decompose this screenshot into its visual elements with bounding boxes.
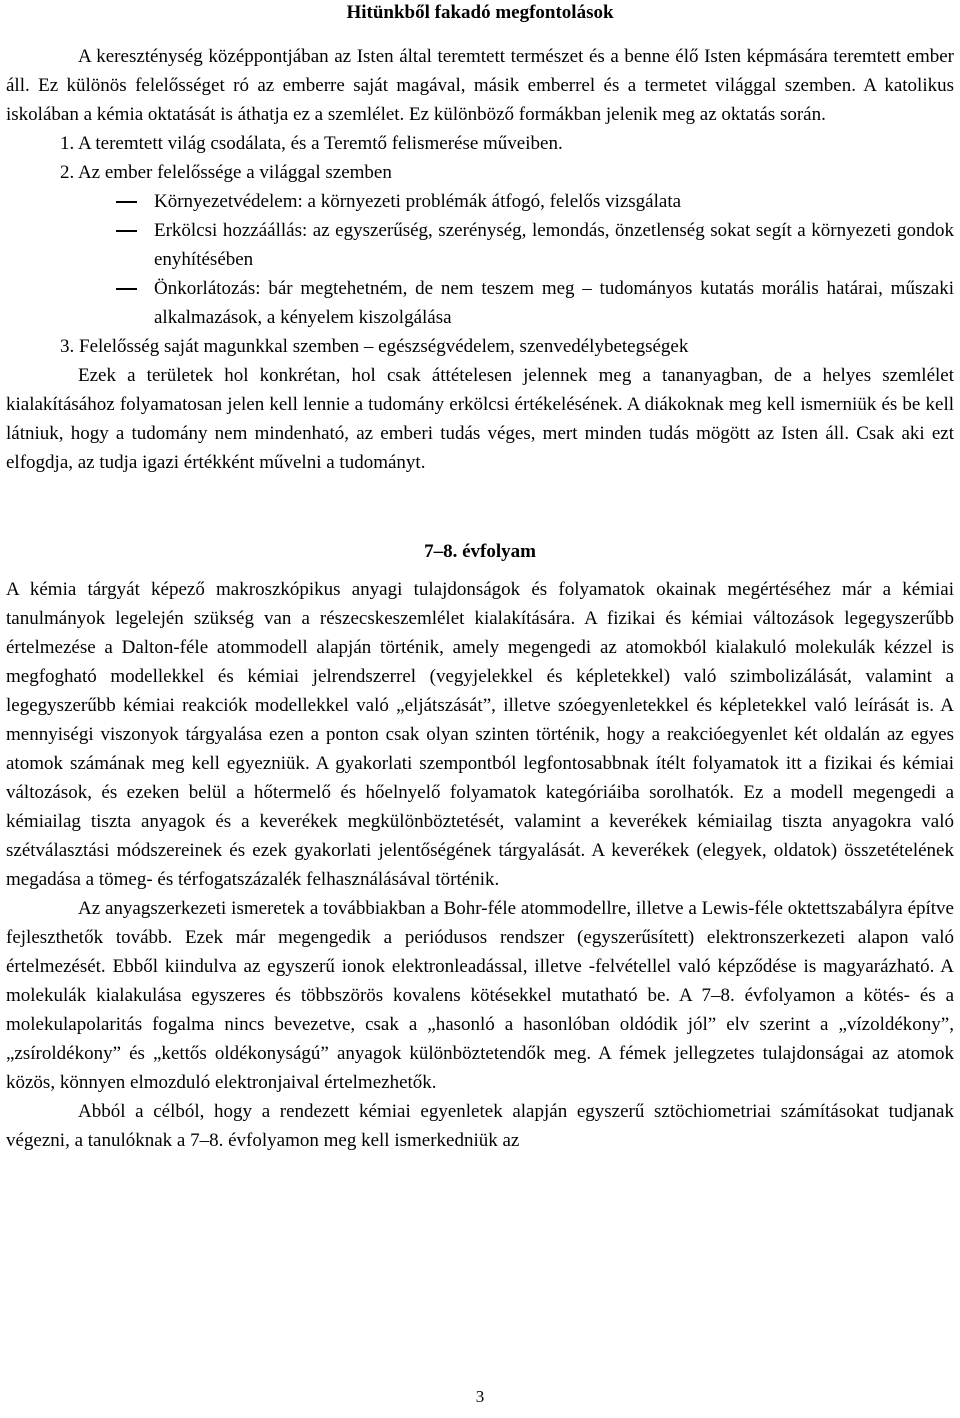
dash-bullet (6, 216, 154, 245)
numbered-item-1: 1. A teremtett világ csodálata, és a Teremtő felismerése műveiben. (60, 133, 563, 154)
body-paragraph-2: Az anyagszerkezeti ismeretek a továbbiakban a Bohr-féle atommodellre, illetve a Lewis-féle oktettszabályra építve fejleszthetők tovább. Ezek már megengedik a periódusos rendszer (egyszerűsített) elektronszerkezeti alapon való értelmezését. Ebből kiindulva az egyszerű ionok elektronleadással, illetve -felvétellel való képződése is magyarázható. A molekulák kialakulása egyszeres és többszörös kovalens kötésekkel mutatható be. A 7–8. évfolyamon a kötés- és a molekulapolaritás fogalma nincs bevezetve, csak a „hasonló a hasonlóban oldódik jól” elv szerint a „vízoldékony”, „zsíroldékony” és „kettős oldékonyságú” anyagok különböztetendők meg. A fémek jellegzetes tulajdonságai az atomok közös, könnyen elmozduló elektronjaival értelmezhetők. (6, 898, 954, 1093)
numbered-item-2: 2. Az ember felelőssége a világgal szemben (60, 162, 392, 183)
dash-item-environment (6, 187, 954, 216)
body-paragraph-1: A kémia tárgyát képező makroszkópikus anyagi tulajdonságok és folyamatok okainak megértéséhez már a kémiai tanulmányok legelején szükség van a részecskeszemlélet kialakítására. A fizikai és kémiai változások legegyszerűbb értelmezése a Dalton-féle atommodell alapján történik, amely megengedi az atomokból kialakuló molekulák kézzel is megfogható modellekkel és kémiai jelrendszerrel (vegyjelekkel és képletekkel) való szimbolizálását, valamint a legegyszerűbb kémiai reakciók modellekkel való „eljátszását”, illetve szóegyenletekkel és képletekkel való leírását is. A mennyiségi viszonyok tárgyalása ezen a ponton csak olyan szinten történik, hogy a reakcióegyenlet két oldalán az egyes atomok számának meg kell egyezniük. A gyakorlati szempontból legfontosabbnak ítélt folyamatok itt a fizikai és kémiai változások, és ezeken belül a hőtermelő és hőelnyelő folyamatok kategóriáiba sorolhatók. Ez a modell megengedi a kémiailag tiszta anyagok és a keverékek megkülönböztetését, valamint a keverékek kémiailag tiszta anyagokra való szétválasztási módszereinek és ezek gyakorlati jelentőségének tárgyalását. A keverékek (elegyek, oldatok) összetételének megadása a tömeg- és térfogatszázalék felhasználásával történik. (6, 579, 954, 890)
section-spacer (6, 565, 954, 575)
section-spacer (6, 477, 954, 539)
document-page (6, 0, 954, 1155)
closing-paragraph: Ezek a területek hol konkrétan, hol csak áttételesen jelennek meg a tananyagban, de a helyes szemlélet kialakításához folyamatosan jelen kell lennie a tudomány erkölcsi értékelésének. A diákoknak meg kell ismerniük és be kell látniuk, hogy a tudomány nem mindenható, az emberi tudás véges, mert minden tudás mögött az Isten áll. Csak aki ezt elfogdja, az tudja igazi értékként művelni a tudományt. (6, 365, 954, 473)
dash-item-text: Erkölcsi hozzáállás: az egyszerűség, szerénység, lemondás, önzetlenség sokat segít a környezeti gondok enyhítésében (154, 220, 954, 270)
dash-bullet (6, 274, 154, 303)
dash-item-text: Önkorlátozás: bár megtehetném, de nem teszem meg – tudományos kutatás morális határai, műszaki alkalmazások, a kényelem kiszolgálása (154, 278, 954, 328)
dash-item-text: Környezetvédelem: a környezeti problémák átfogó, felelős vizsgálata (154, 191, 682, 212)
body-paragraph-3: Abból a célból, hogy a rendezett kémiai egyenletek alapján egyszerű sztöchiometriai számításokat tudjanak végezni, a tanulóknak a 7–8. évfolyamon meg kell ismerkedniük az (6, 1101, 954, 1151)
section-title-grade: 7–8. évfolyam (424, 541, 536, 562)
dash-bullet (6, 187, 154, 216)
dash-item-ethics (6, 216, 954, 274)
dash-item-self-restraint (6, 274, 954, 332)
numbered-item-3: 3. Felelősség saját magunkkal szemben – egészségvédelem, szenvedélybetegségek (60, 336, 689, 357)
intro-paragraph: A kereszténység középpontjában az Isten által teremtett természet és a benne élő Isten képmására teremtett ember áll. Ez különös felelősséget ró az emberre saját magával, másik emberrel és a termetet világgal szemben. A katolikus iskolában a kémia oktatását is áthatja ez a szemlélet. Ez különböző formákban jelenik meg az oktatás során. (6, 46, 954, 125)
section-title-faith: Hitünkből fakadó megfontolások (346, 2, 614, 23)
page-number: 3 (475, 1387, 485, 1406)
